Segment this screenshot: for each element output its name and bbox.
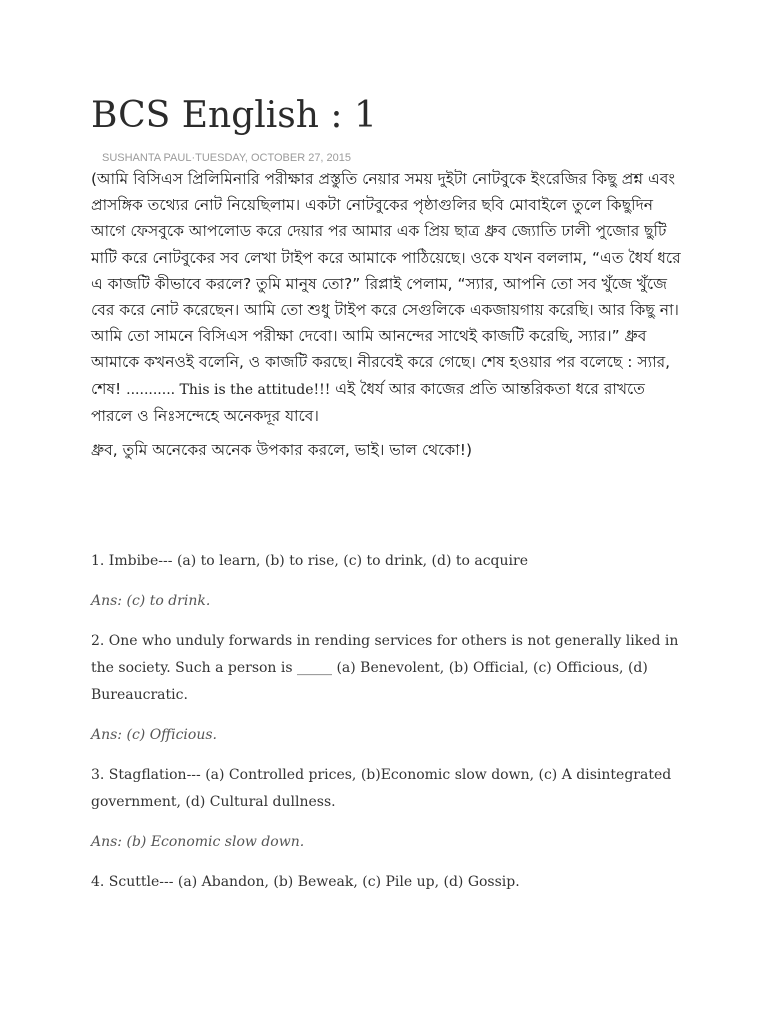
intro-paragraph [91,166,681,429]
post-title: BCS English : 1 [91,95,377,136]
answer-1: Ans: (c) to drink. [91,593,211,609]
answer-3: Ans: (b) Economic slow down. [91,834,305,850]
intro-thanks-paragraph: ধ্রুব, তুমি অনেকের অনেক উপকার করলে, ভাই। ভাল থেকো!) [91,441,472,460]
post-byline[interactable]: SUSHANTA PAUL·TUESDAY, OCTOBER 27, 2015 [102,152,352,164]
intro-section [91,166,681,463]
question-4: 4. Scuttle--- (a) Abandon, (b) Beweak, (c) Pile up, (d) Gossip. [91,874,520,890]
question-3: 3. Stagflation--- (a) Controlled prices, (b)Economic slow down, (c) A disintegrated government, (d) Cultural dullness. [91,767,672,810]
question-list [91,548,681,909]
intro-paragraph-closing: এই ধৈর্য আর কাজের প্রতি আন্তরিকতা ধরে রাখতে পারলে ও নিঃসন্দেহে অনেকদূর যাবে। [91,379,645,425]
question-1: 1. Imbibe--- (a) to learn, (b) to rise, (c) to drink, (d) to acquire [91,553,528,569]
intro-paragraph-english: ........... This is the attitude!!! [126,381,331,398]
intro-paragraph-bengali: (আমি বিসিএস প্রিলিমিনারি পরীক্ষার প্রস্তুতি নেয়ার সময় দুইটা নোটবুকে ইংরেজির কিছু প্রশ্ন এবং প্রাসঙ্গিক তথ্যের নোট নিয়েছিলাম। একটা নোটবুকের পৃষ্ঠাগুলির ছবি মোবাইলে তুলে কিছুদিন আগে ফেসবুকে আপলোড করে দেয়ার পর আমার এক প্রিয় ছাত্র ধ্রুব জ্যোতি ঢালী পুজোর ছুটি মাটি করে নোটবুকের সব লেখা টাইপ করে আমাকে পাঠিয়েছে। ওকে যখন বললাম, “এত ধৈর্য ধরে এ কাজটি কীভাবে করলে? তুমি মানুষ তো?” রিপ্লাই পেলাম, “স্যার, আপনি তো সব খুঁজে খুঁজে বের করে নোট করেছেন। আমি তো শুধু টাইপ করে সেগুলিকে একজায়গায় করেছি। আর কিছু না। আমি তো সামনে বিসিএস পরীক্ষা দেবো। আমি আনন্দের সাথেই কাজটি করেছি, স্যার।” ধ্রুব আমাকে কখনওই বলেনি, ও কাজটি করছে। নীরবেই করে গেছে। শেষ হওয়ার পর বলেছে : স্যার, শেষ! [91,170,681,398]
question-2: 2. One who unduly forwards in rending services for others is not generally liked in the society. Such a person is _____ (a) Benevolent, (b) Official, (c) Officious, (d) Bureaucratic. [91,633,679,703]
answer-2: Ans: (c) Officious. [91,727,217,743]
